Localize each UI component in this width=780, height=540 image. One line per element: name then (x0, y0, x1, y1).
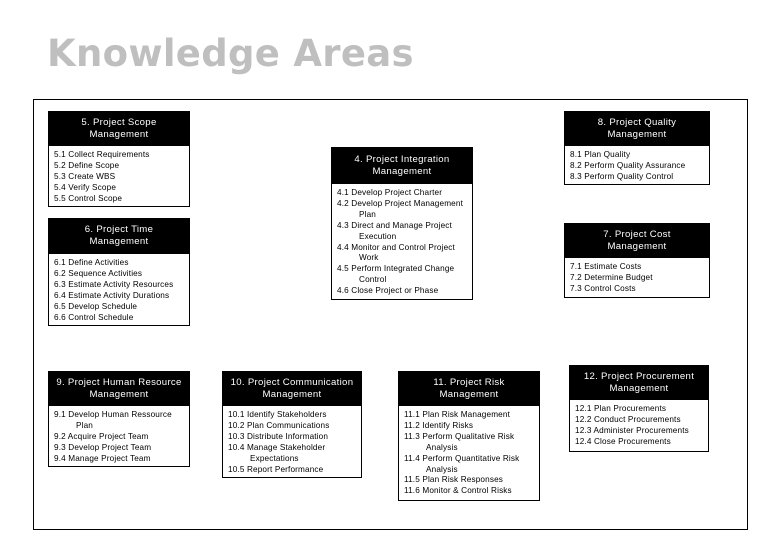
area-scope (48, 111, 190, 207)
list-item: 11.2 Identify Risks (404, 420, 474, 430)
list-item: 7.3 Control Costs (570, 283, 636, 293)
area-procurement-header: 12. Project Procurement Management (569, 365, 709, 400)
area-time-header: 6. Project Time Management (48, 218, 190, 254)
page-title: Knowledge Areas (47, 32, 414, 75)
area-scope-header: 5. Project Scope Management (48, 111, 190, 146)
list-item: 12.2 Conduct Procurements (575, 414, 681, 424)
list-item: 5.5 Control Scope (54, 193, 123, 203)
area-scope-list (48, 146, 190, 207)
area-integration (331, 147, 473, 300)
area-human-resource (48, 371, 190, 467)
area-quality-header: 8. Project Quality Management (564, 111, 710, 146)
list-item: 4.6 Close Project or Phase (337, 286, 439, 296)
list-item: 12.4 Close Procurements (575, 436, 671, 446)
area-cost-header: 7. Project Cost Management (564, 223, 710, 258)
list-item: 6.3 Estimate Activity Resources (54, 279, 174, 289)
list-item: 10.1 Identify Stakeholders (228, 410, 327, 419)
area-cost-list (564, 258, 710, 298)
area-communication-list (222, 406, 362, 478)
area-time (48, 218, 190, 326)
list-item: 6.1 Define Activities (54, 258, 129, 267)
list-item: 7.2 Determine Budget (570, 272, 653, 282)
area-time-list (48, 254, 190, 326)
area-human-resource-header: 9. Project Human Resource Management (48, 371, 190, 406)
list-item: 5.2 Define Scope (54, 160, 120, 170)
area-quality-list (564, 146, 710, 185)
area-cost (564, 223, 710, 298)
area-risk-list (398, 406, 540, 501)
list-item: 9.3 Develop Project Team (54, 442, 152, 452)
list-item: 8.2 Perform Quality Assurance (570, 160, 686, 170)
list-item: 4.1 Develop Project Charter (337, 188, 443, 197)
list-item: 5.1 Collect Requirements (54, 150, 150, 159)
list-item: 10.5 Report Performance (228, 464, 324, 474)
list-item: 11.6 Monitor & Control Risks (404, 486, 512, 496)
list-item: 10.2 Plan Communications (228, 420, 330, 430)
list-item: 12.3 Administer Procurements (575, 425, 689, 435)
list-item: 5.3 Create WBS (54, 171, 116, 181)
list-item: 9.4 Manage Project Team (54, 453, 151, 463)
list-item: 4.5 Perform Integrated Change Control (337, 264, 455, 285)
area-integration-header: 4. Project Integration Management (331, 147, 473, 184)
list-item: 7.1 Estimate Costs (570, 262, 642, 271)
area-human-resource-list (48, 406, 190, 467)
list-item: 9.1 Develop Human Ressource Plan (54, 410, 172, 430)
list-item: 11.4 Perform Quantitative Risk Analysis (404, 453, 520, 474)
area-procurement (569, 365, 709, 452)
list-item: 4.3 Direct and Manage Project Execution (337, 220, 452, 241)
area-communication (222, 371, 362, 478)
list-item: 11.5 Plan Risk Responses (404, 475, 504, 485)
area-quality (564, 111, 710, 185)
list-item: 10.3 Distribute Information (228, 431, 329, 441)
list-item: 11.3 Perform Qualitative Risk Analysis (404, 431, 515, 452)
list-item: 8.3 Perform Quality Control (570, 171, 674, 181)
list-item: 4.2 Develop Project Management Plan (337, 198, 464, 219)
area-risk-header: 11. Project Risk Management (398, 371, 540, 406)
list-item: 5.4 Verify Scope (54, 182, 117, 192)
list-item: 11.1 Plan Risk Management (404, 410, 510, 419)
list-item: 6.2 Sequence Activities (54, 268, 143, 278)
list-item: 6.4 Estimate Activity Durations (54, 290, 170, 300)
list-item: 8.1 Plan Quality (570, 150, 631, 159)
list-item: 12.1 Plan Procurements (575, 404, 667, 413)
list-item: 6.5 Develop Schedule (54, 301, 138, 311)
list-item: 6.6 Control Schedule (54, 312, 134, 322)
list-item: 10.4 Manage Stakeholder Expectations (228, 442, 326, 463)
area-risk (398, 371, 540, 501)
area-procurement-list (569, 400, 709, 452)
area-communication-header: 10. Project Communication Management (222, 371, 362, 406)
list-item: 9.2 Acquire Project Team (54, 431, 149, 441)
area-integration-list (331, 184, 473, 300)
list-item: 4.4 Monitor and Control Project Work (337, 242, 455, 263)
